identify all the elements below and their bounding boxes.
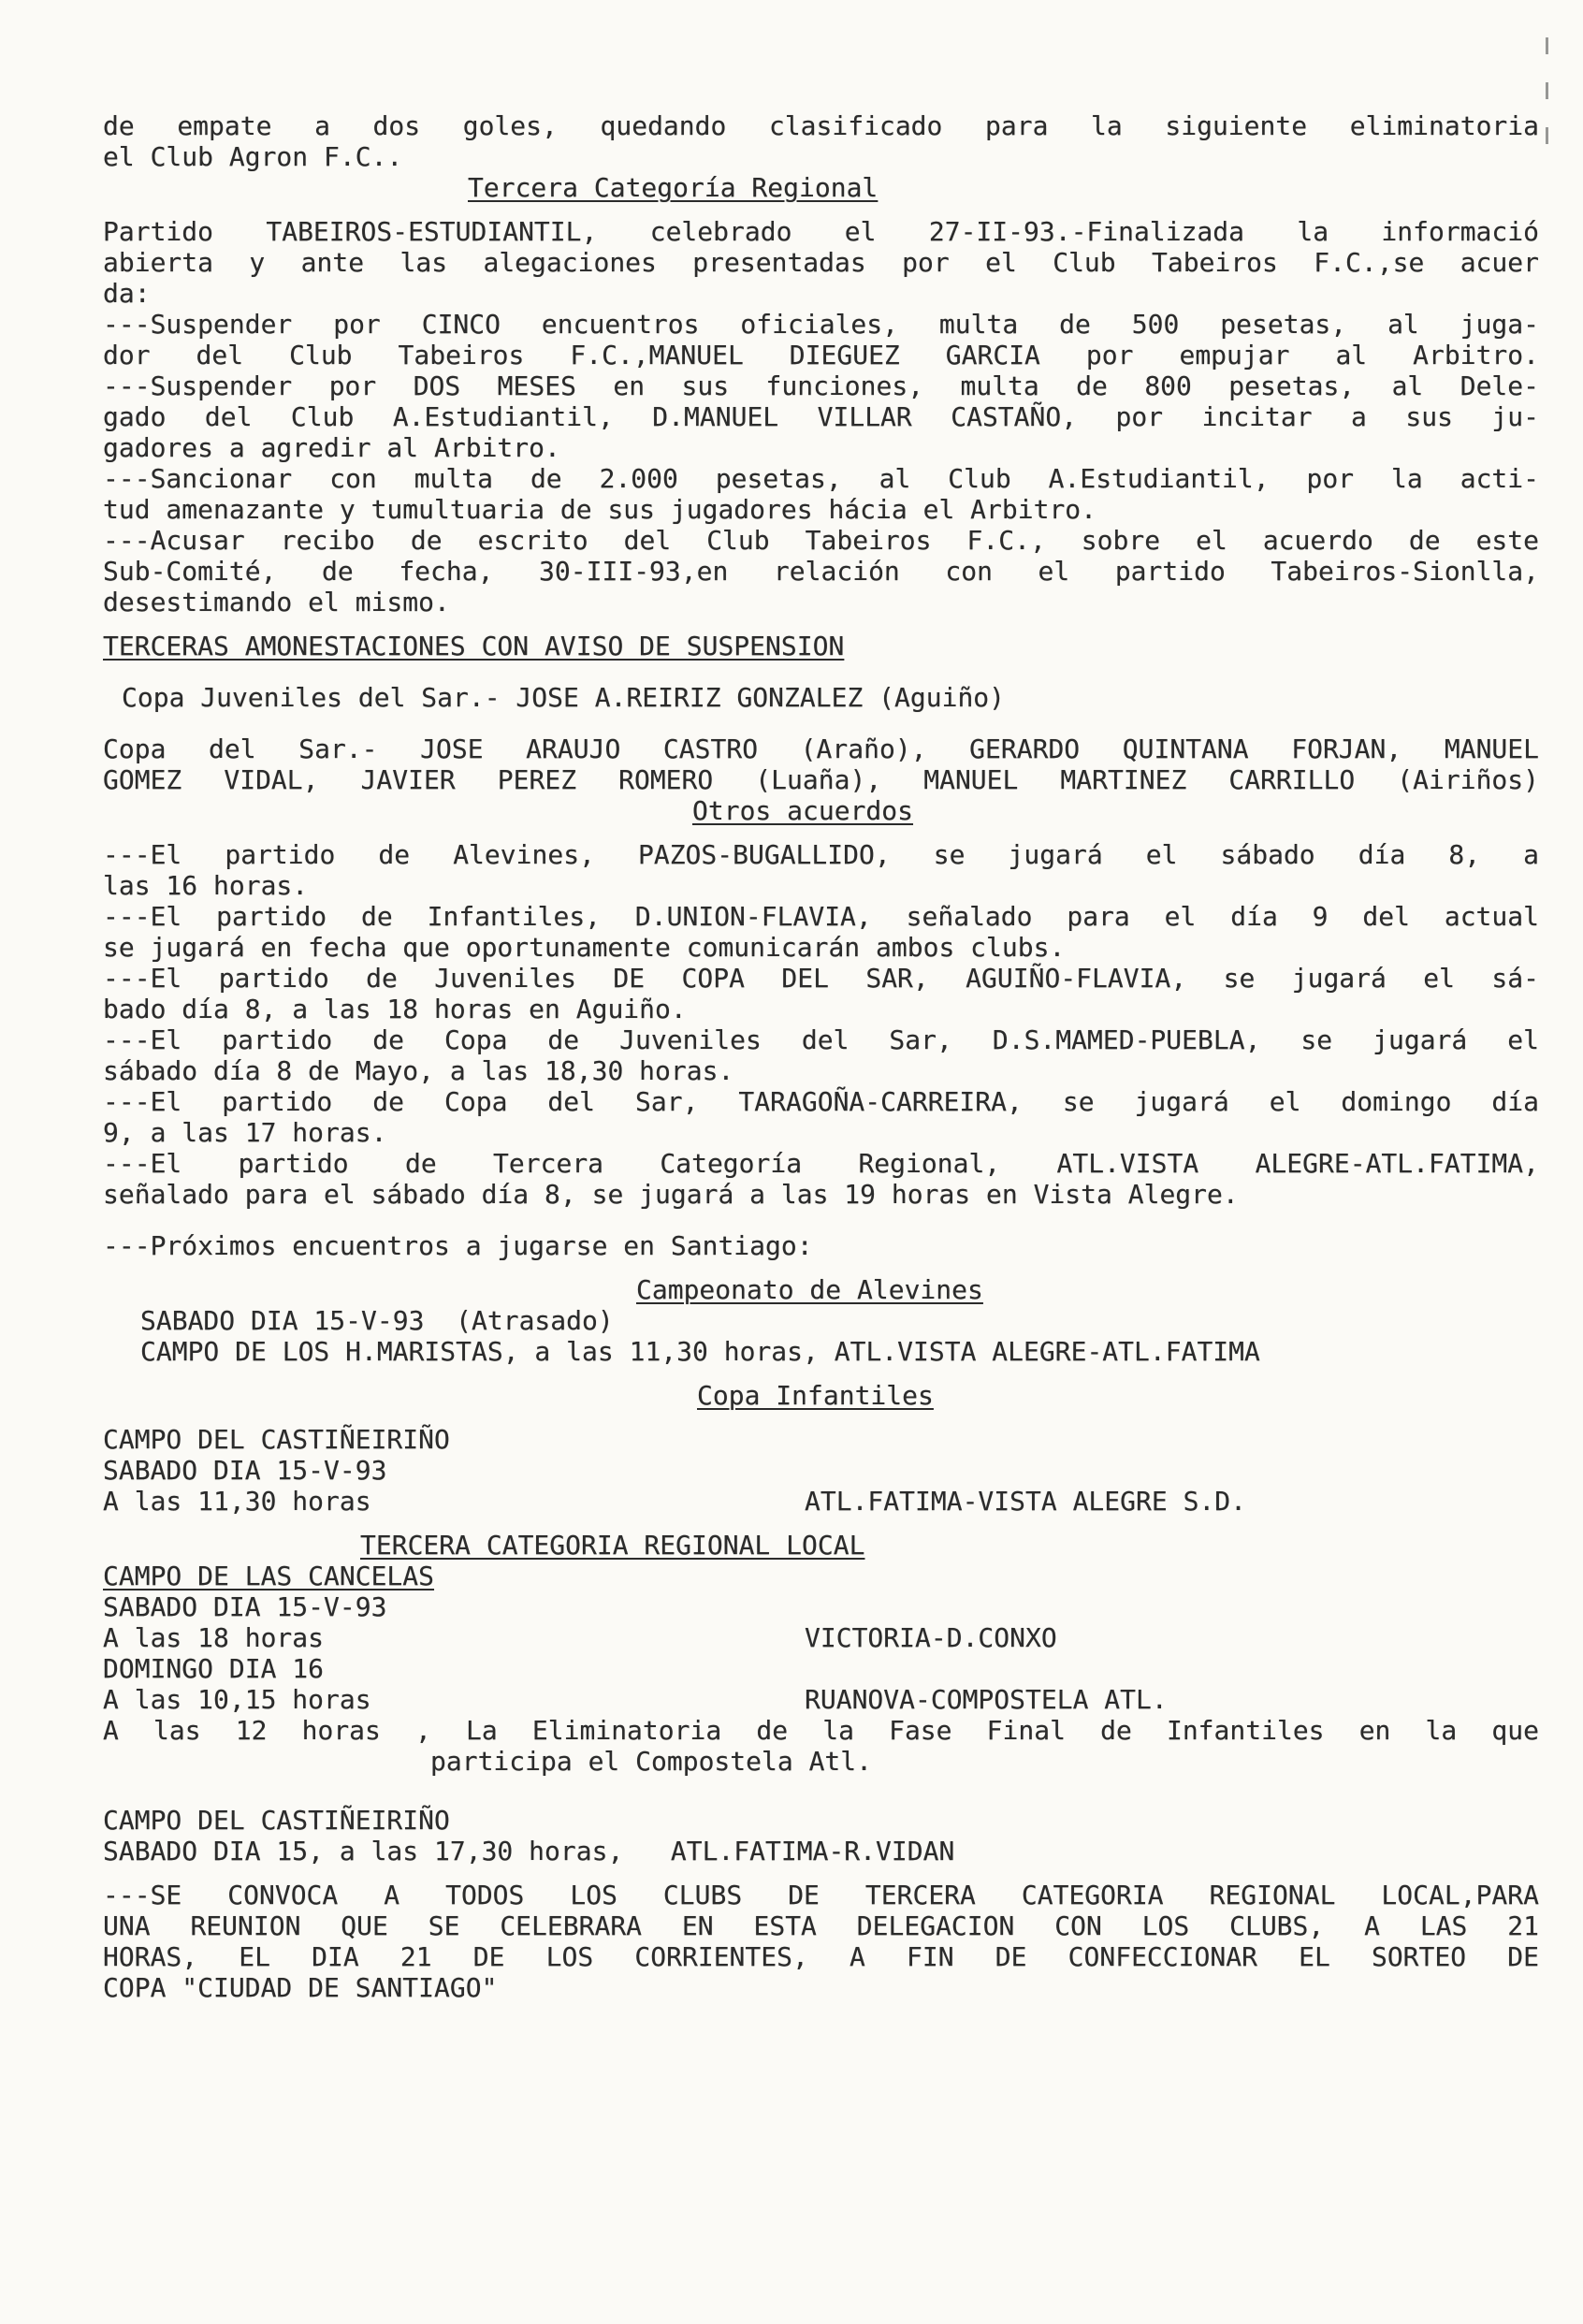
text-line: ---Próximos encuentros a jugarse en Santiago: xyxy=(103,1230,813,1261)
text-line: el Club Agron F.C.. xyxy=(103,141,403,172)
text-line: señalado para el sábado día 8, se jugará a las 19 horas en Vista Alegre. xyxy=(103,1179,1239,1210)
section-title xyxy=(103,172,1539,203)
schedule-match: ATL.FATIMA-VISTA ALEGRE S.D. xyxy=(805,1486,1247,1517)
text-line: se jugará en fecha que oportunamente comunicarán ambos clubs. xyxy=(103,932,1066,963)
text-line: dor del Club Tabeiros F.C.,MANUEL DIEGUEZ GARCIA por empujar al Arbitro. xyxy=(103,340,1539,370)
text-line: gado del Club A.Estudiantil, D.MANUEL VILLAR CASTAÑO, por incitar a sus ju- xyxy=(103,401,1539,432)
text-line: GOMEZ VIDAL, JAVIER PEREZ ROMERO (Luaña), MANUEL MARTINEZ CARRILLO (Airiños) xyxy=(103,764,1539,795)
text-line xyxy=(103,1561,1539,1591)
section-title xyxy=(103,795,1539,826)
document-body xyxy=(103,110,1539,2003)
text-line: ---Sancionar con multa de 2.000 pesetas, al Club A.Estudiantil, por la acti- xyxy=(103,463,1539,494)
schedule-row xyxy=(103,1684,1539,1715)
text-line: sábado día 8 de Mayo, a las 18,30 horas. xyxy=(103,1055,734,1086)
section-title xyxy=(103,631,1539,661)
section-title xyxy=(103,1274,1539,1305)
text-line: tud amenazante y tumultuaria de sus jugadores hácia el Arbitro. xyxy=(103,494,1097,525)
section-title xyxy=(103,1380,1539,1411)
schedule-row xyxy=(103,1622,1539,1653)
text-line: ---Suspender por CINCO encuentros oficiales, multa de 500 pesetas, al juga- xyxy=(103,309,1539,340)
section-title-text: Copa Infantiles xyxy=(697,1380,934,1411)
text-line: bado día 8, a las 18 horas en Aguiño. xyxy=(103,994,687,1024)
section-title-text: Otros acuerdos xyxy=(692,795,914,826)
text-line: ---SE CONVOCA A TODOS LOS CLUBS DE TERCERA CATEGORIA REGIONAL LOCAL,PARA xyxy=(103,1880,1539,1910)
text-line: Copa del Sar.- JOSE ARAUJO CASTRO (Araño), GERARDO QUINTANA FORJAN, MANUEL xyxy=(103,734,1539,764)
section-title-text: TERCERAS AMONESTACIONES CON AVISO DE SUSPENSION xyxy=(103,631,845,661)
text-line: las 16 horas. xyxy=(103,870,309,901)
text-line: A las 12 horas , La Eliminatoria de la Fase Final de Infantiles en la que xyxy=(103,1715,1539,1746)
text-line: participa el Compostela Atl. xyxy=(430,1746,873,1777)
section-title xyxy=(103,1530,1539,1561)
text-line: ---Suspender por DOS MESES en sus funciones, multa de 800 pesetas, al Dele- xyxy=(103,370,1539,401)
text-line: Partido TABEIROS-ESTUDIANTIL, celebrado el 27-II-93.-Finalizada la informació xyxy=(103,216,1539,247)
text-line: ---El partido de Copa de Juveniles del Sar, D.S.MAMED-PUEBLA, se jugará el xyxy=(103,1024,1539,1055)
text-line: gadores a agredir al Arbitro. xyxy=(103,432,560,463)
text-line: SABADO DIA 15-V-93 xyxy=(103,1591,387,1622)
text-line: Copa Juveniles del Sar.- JOSE A.REIRIZ GONZALEZ (Aguiño) xyxy=(122,682,1006,713)
text-line: ---Acusar recibo de escrito del Club Tabeiros F.C., sobre el acuerdo de este xyxy=(103,525,1539,556)
page-edge-mark xyxy=(1546,37,1551,178)
schedule-match: RUANOVA-COMPOSTELA ATL. xyxy=(805,1684,1168,1715)
text-line: de empate a dos goles, quedando clasificado para la siguiente eliminatoria xyxy=(103,110,1539,141)
text-line: Sub-Comité, de fecha, 30-III-93,en relación con el partido Tabeiros-Sionlla, xyxy=(103,556,1539,587)
text-line: SABADO DIA 15-V-93 xyxy=(103,1455,387,1486)
text-line: COPA "CIUDAD DE SANTIAGO" xyxy=(103,1972,498,2003)
schedule-match: VICTORIA-D.CONXO xyxy=(805,1622,1057,1653)
text-line: CAMPO DEL CASTIÑEIRIÑO xyxy=(103,1805,450,1836)
text-line: ---El partido de Juveniles DE COPA DEL SAR, AGUIÑO-FLAVIA, se jugará el sá- xyxy=(103,963,1539,994)
text-line: ---El partido de Tercera Categoría Regional, ATL.VISTA ALEGRE-ATL.FATIMA, xyxy=(103,1148,1539,1179)
section-title-text: Campeonato de Alevines xyxy=(636,1274,983,1305)
text-line: CAMPO DE LOS H.MARISTAS, a las 11,30 horas, ATL.VISTA ALEGRE-ATL.FATIMA xyxy=(140,1336,1260,1367)
text-line: ---El partido de Alevines, PAZOS-BUGALLIDO, se jugará el sábado día 8, a xyxy=(103,839,1539,870)
schedule-time: A las 10,15 horas xyxy=(103,1684,371,1715)
text-line: DOMINGO DIA 16 xyxy=(103,1653,325,1684)
text-line: HORAS, EL DIA 21 DE LOS CORRIENTES, A FIN DE CONFECCIONAR EL SORTEO DE xyxy=(103,1941,1539,1972)
text-line: ---El partido de Infantiles, D.UNION-FLAVIA, señalado para el día 9 del actual xyxy=(103,901,1539,932)
text-line: CAMPO DEL CASTIÑEIRIÑO xyxy=(103,1424,450,1455)
text-line: SABADO DIA 15-V-93 (Atrasado) xyxy=(140,1305,614,1336)
venue-title: CAMPO DE LAS CANCELAS xyxy=(103,1561,435,1591)
text-line: da: xyxy=(103,278,151,309)
text-line: abierta y ante las alegaciones presentadas por el Club Tabeiros F.C.,se acuer xyxy=(103,247,1539,278)
schedule-time: A las 11,30 horas xyxy=(103,1486,371,1517)
text-line: ---El partido de Copa del Sar, TARAGOÑA-CARREIRA, se jugará el domingo día xyxy=(103,1086,1539,1117)
text-line: 9, a las 17 horas. xyxy=(103,1117,387,1148)
text-line: UNA REUNION QUE SE CELEBRARA EN ESTA DELEGACION CON LOS CLUBS, A LAS 21 xyxy=(103,1910,1539,1941)
schedule-row xyxy=(103,1486,1539,1517)
section-title-text: TERCERA CATEGORIA REGIONAL LOCAL xyxy=(360,1530,865,1561)
text-line: SABADO DIA 15, a las 17,30 horas, ATL.FATIMA-R.VIDAN xyxy=(103,1836,955,1866)
schedule-time: A las 18 horas xyxy=(103,1622,325,1653)
text-line: desestimando el mismo. xyxy=(103,587,450,617)
section-title-text: Tercera Categoría Regional xyxy=(468,172,879,203)
